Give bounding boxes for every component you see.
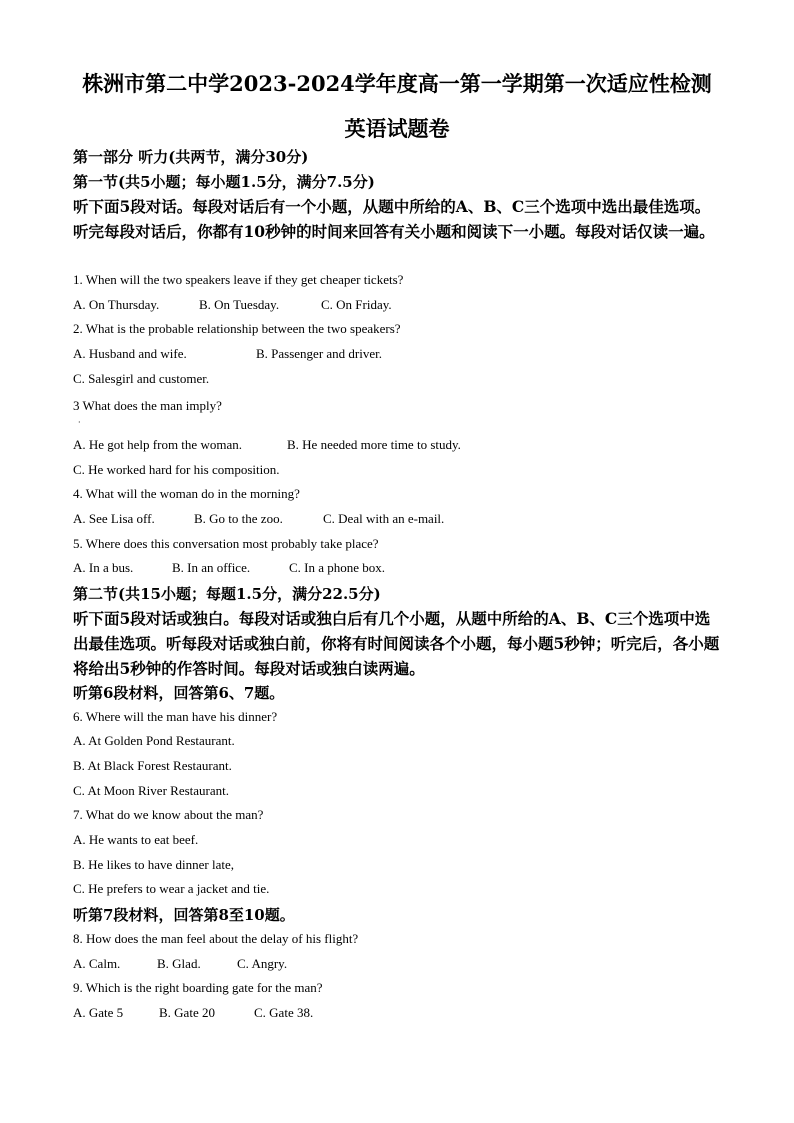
q3-option-b: B. He needed more time to study.	[287, 437, 461, 452]
q2-option-a: A. Husband and wife.	[73, 346, 187, 361]
q5-option-a: A. In a bus.	[73, 560, 134, 575]
question-1: 1. When will the two speakers leave if they get cheaper tickets?	[73, 272, 404, 287]
q4-option-a: A. See Lisa off.	[73, 511, 155, 526]
question-5: 5. Where does this conversation most probably take place?	[73, 536, 379, 551]
q1-option-c: C. On Friday.	[321, 297, 392, 312]
question-2: 2. What is the probable relationship between the two speakers?	[73, 321, 401, 336]
q4-option-c: C. Deal with an e-mail.	[323, 511, 445, 526]
q3-option-c: C. He worked hard for his composition.	[73, 462, 280, 477]
question-8: 8. How does the man feel about the delay of his flight?	[73, 931, 359, 946]
q3-option-a: A. He got help from the woman.	[73, 437, 242, 452]
q5-option-b: B. In an office.	[172, 560, 251, 575]
material6-heading: 听第6段材料，回答第6、7题。	[73, 684, 285, 702]
question-3: 3 What does the man imply?	[73, 398, 222, 413]
exam-subtitle: 英语试题卷	[344, 116, 450, 141]
q7-option-b: B. He likes to have dinner late,	[73, 857, 235, 872]
question-9: 9. Which is the right boarding gate for the man?	[73, 980, 323, 995]
section1-instructions: 听下面5段对话。每段对话后有一个小题，从题中所给的A、B、C三个选项中选出最佳选项。听完每段对话后，你都有10秒钟的时间来回答有关小题和阅读下一小题。每段对话仅读一遍。	[73, 197, 715, 241]
q7-option-c: C. He prefers to wear a jacket and tie.	[73, 881, 270, 896]
q9-option-c: C. Gate 38.	[254, 1005, 314, 1020]
q1-option-b: B. On Tuesday.	[199, 297, 280, 312]
section1-heading: 第一节(共5小题；每小题1.5分，满分7.5分)	[73, 173, 375, 191]
q9-option-b: B. Gate 20	[159, 1005, 215, 1020]
q1-option-a: A. On Thursday.	[73, 297, 160, 312]
section2-instructions: 听下面5段对话或独白。每段对话或独白后有几个小题，从题中所给的A、B、C三个选项中选出最佳选项。听每段对话或独白前，你将有时间阅读各个小题，每小题5秒钟；听完后，各小题将给出5秒钟的作答时间。每段对话或独白读两遍。	[73, 609, 720, 678]
material7-heading: 听第7段材料，回答第8至10题。	[73, 906, 295, 924]
stray-mark: ·	[78, 418, 81, 427]
section2-heading: 第二节(共15小题；每题1.5分，满分22.5分)	[73, 585, 381, 603]
q5-option-c: C. In a phone box.	[289, 560, 386, 575]
q4-option-b: B. Go to the zoo.	[194, 511, 283, 526]
q8-option-c: C. Angry.	[237, 956, 288, 971]
q8-option-b: B. Glad.	[157, 956, 201, 971]
q6-option-c: C. At Moon River Restaurant.	[73, 783, 229, 798]
question-4: 4. What will the woman do in the morning?	[73, 486, 300, 501]
part1-heading: 第一部分 听力(共两节，满分30分)	[73, 148, 309, 166]
q2-option-c: C. Salesgirl and customer.	[73, 371, 210, 386]
question-7: 7. What do we know about the man?	[73, 807, 264, 822]
q2-option-b: B. Passenger and driver.	[256, 346, 383, 361]
q8-option-a: A. Calm.	[73, 956, 121, 971]
q7-option-a: A. He wants to eat beef.	[73, 832, 199, 847]
question-6: 6. Where will the man have his dinner?	[73, 709, 278, 724]
q6-option-a: A. At Golden Pond Restaurant.	[73, 733, 235, 748]
q9-option-a: A. Gate 5	[73, 1005, 124, 1020]
q6-option-b: B. At Black Forest Restaurant.	[73, 758, 232, 773]
exam-title: 株洲市第二中学2023-2024学年度高一第一学期第一次适应性检测	[82, 71, 712, 96]
